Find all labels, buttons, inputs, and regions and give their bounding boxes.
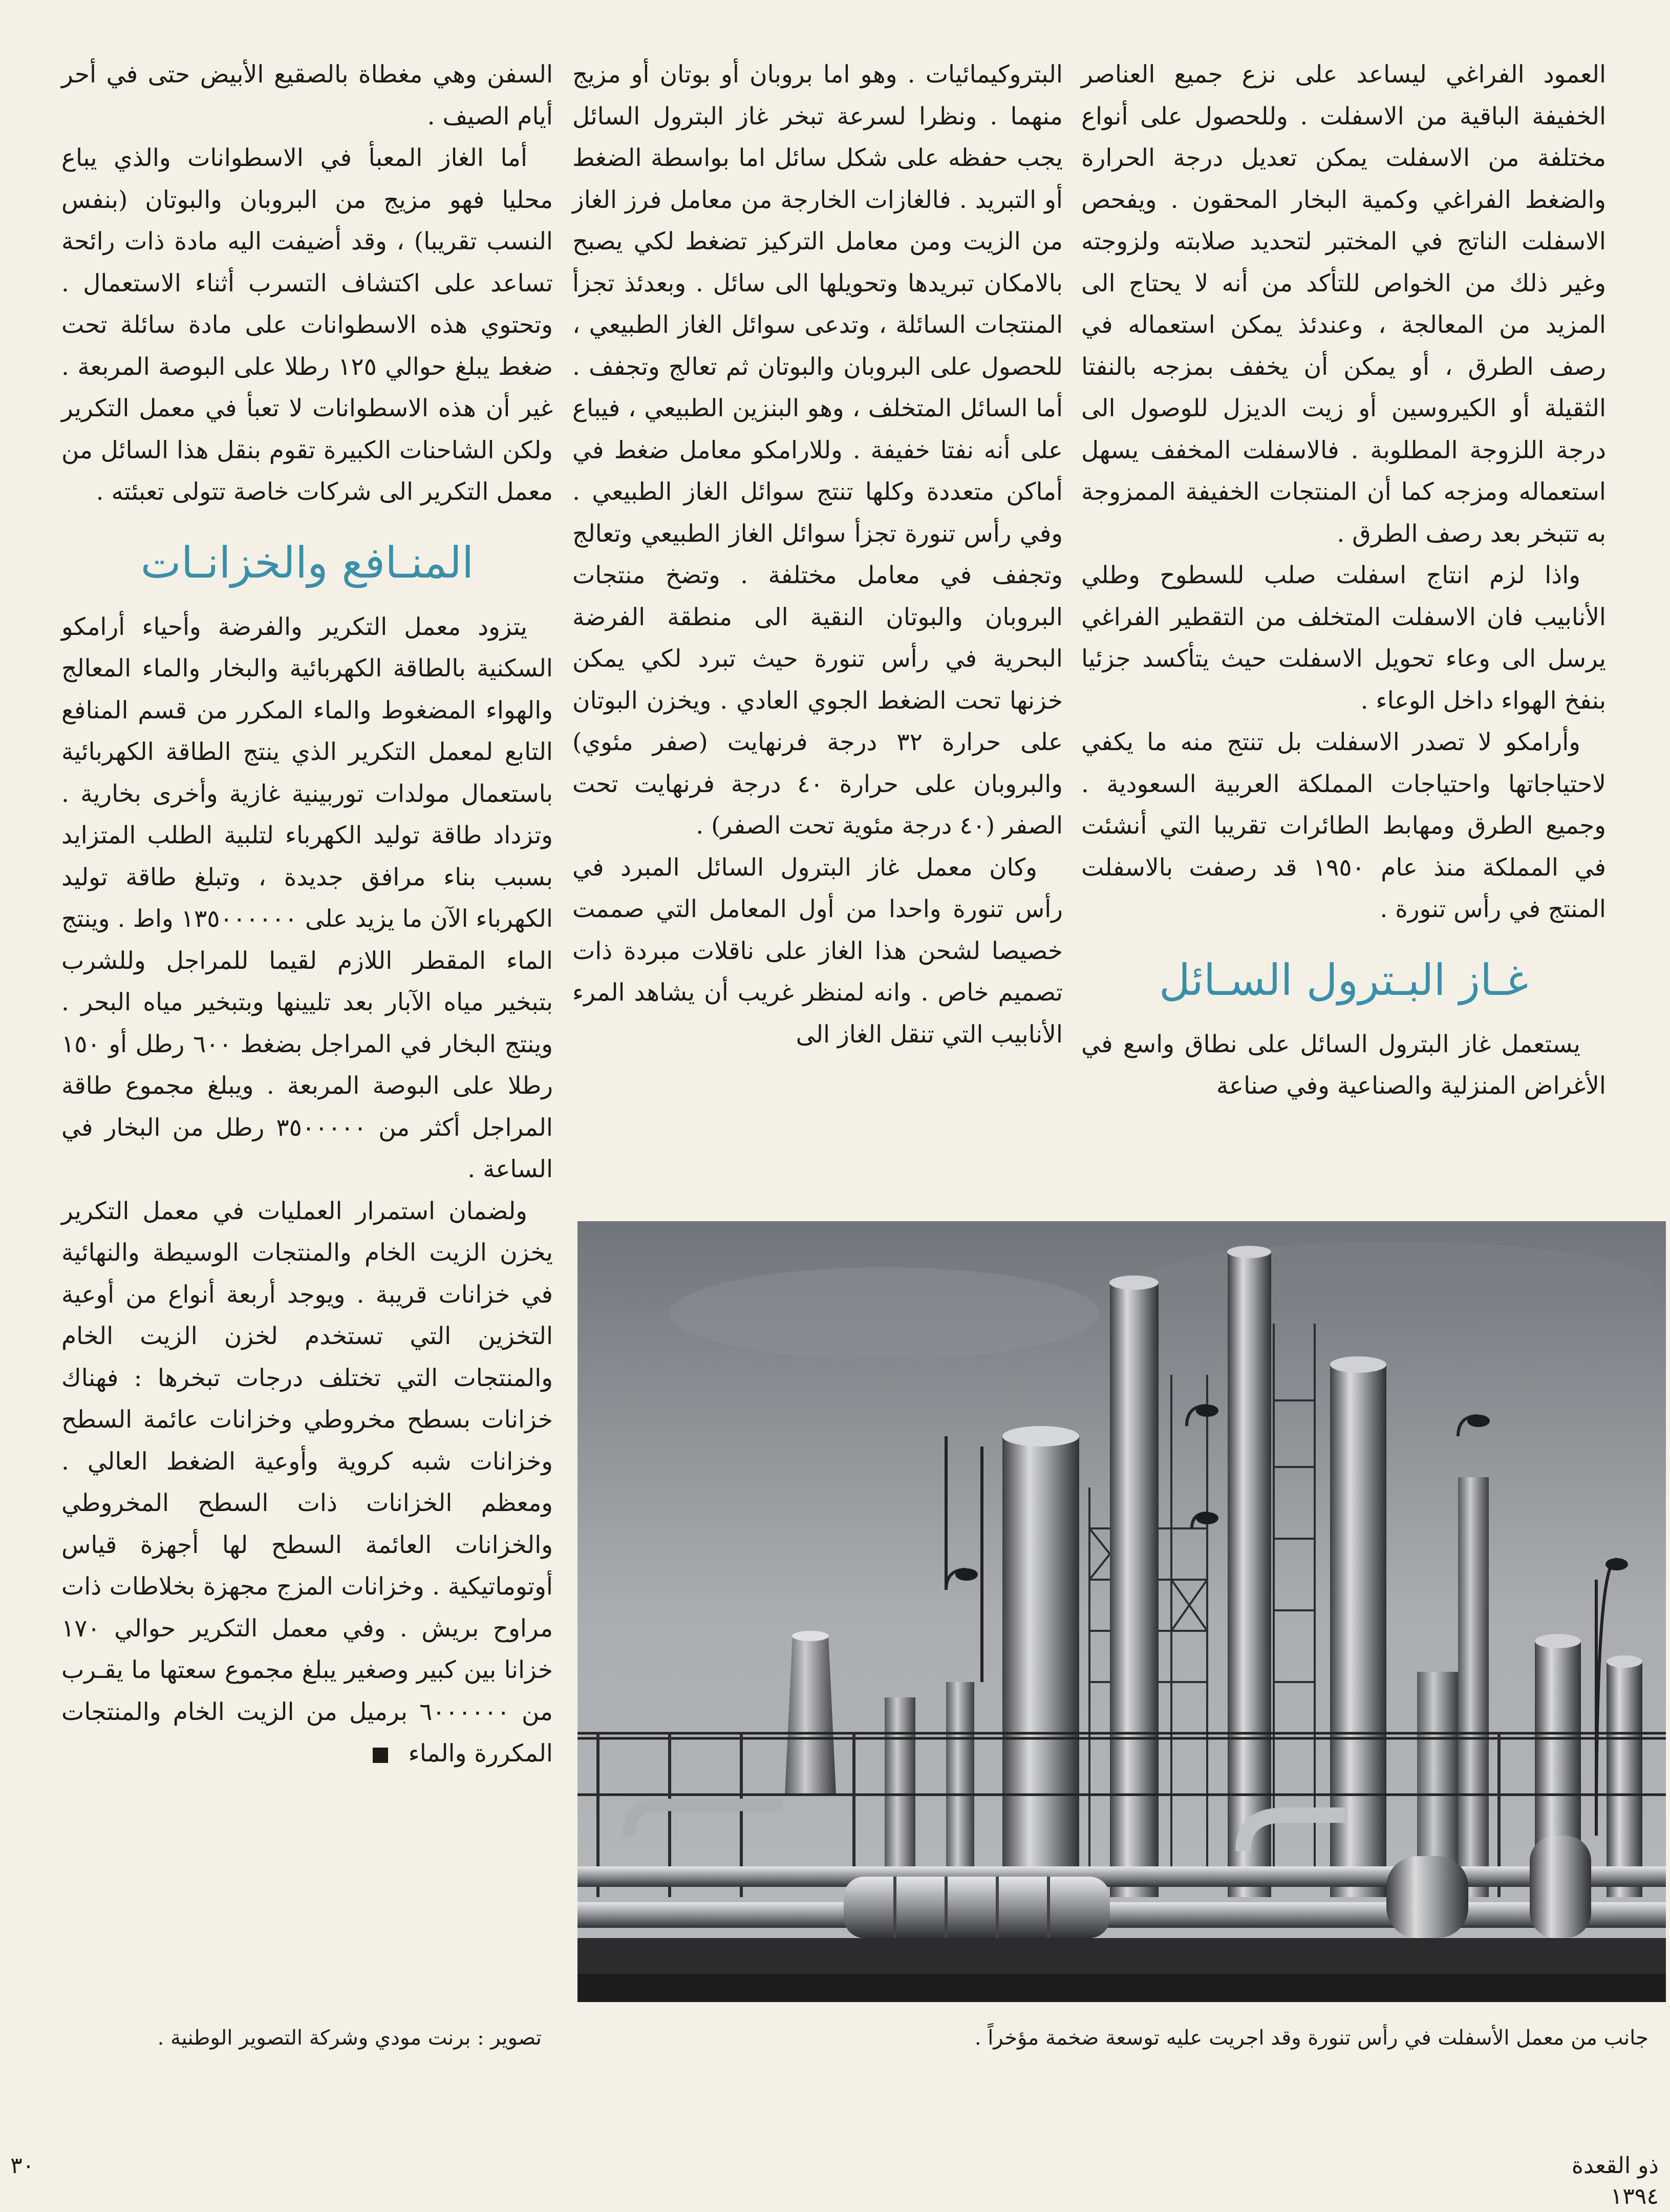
paragraph: أما الغاز المعبأ في الاسطوانات والذي يباع محليا فهو مزيج من البروبان والبوتان (بنفس النسب تقريبا) ، وقد أضيفت اليه مادة ذات رائحة تساعد على اكتشاف التسرب أثناء الاستعمال . وتحتوي هذه الاسطوانات على مادة سائلة تحت ضغط يبلغ حوالي ١٢٥ رطلا على البوصة المربعة . غير أن هذه الاسطوانات لا تعبأ في معمل التكرير ولكن الشاحنات الكبيرة تقوم بنقل هذا السائل من معمل التكرير الى شركات خاصة تتولى تعبئته . (61, 144, 553, 506)
paragraph: السفن وهي مغطاة بالصقيع الأبيض حتى في أحر أيام الصيف . (61, 60, 553, 131)
paragraph: يستعمل غاز البترول السائل على نطاق واسع في الأغراض المنزلية والصناعية وفي صناعة (1081, 1030, 1606, 1100)
section-heading-utilities: المنـافع والخزانـات (140, 537, 474, 588)
column-left (61, 54, 553, 1775)
paragraph: يتزود معمل التكرير والفرضة وأحياء أرامكو السكنية بالطاقة الكهربائية والبخار والماء المعالج والهواء المضغوط والماء المكرر من قسم المنافع التابع لمعمل التكرير الذي ينتج الطاقة الكهربائية باستعمال مولدات توربينية غازية وأخرى بخارية . وتزداد طاقة توليد الكهرباء لتلبية الطلب المتزايد بسبب بناء مرافق جديدة ، وتبلغ طاقة توليد الكهرباء الآن ما يزيد على ١٣٥٠٠٠٠٠٠ واط . وينتج الماء المقطر اللازم لقيما للمراجل وللشرب بتبخير مياه الآبار بعد تليينها وبتبخير مياه البحر . وينتج البخار في المراجل بضغط ٦٠٠ رطل أو ١٥٠ رطلا على البوصة المربعة . ويبلغ مجموع طاقة المراجل أكثر من ٣٥٠٠٠٠٠ رطل من البخار في الساعة . (61, 612, 553, 1183)
paragraph (61, 1190, 553, 1775)
issue-date: ذو القعدة ١٣٩٤ (1571, 2153, 1659, 2209)
photo-credit: تصوير : برنت مودي وشركة التصوير الوطنية . (157, 2026, 542, 2050)
paragraph: واذا لزم انتاج اسفلت صلب للسطوح وطلي الأنابيب فان الاسفلت المتخلف من التقطير الفراغي يرسل الى وعاء تحويل الاسفلت حيث يتأكسد جزئيا بنفخ الهواء داخل الوعاء . (1081, 561, 1606, 715)
column-right (1081, 54, 1606, 1107)
end-mark-icon (373, 1748, 388, 1763)
refinery-photo (577, 1221, 1666, 2002)
paragraph-text: ولضمان استمرار العمليات في معمل التكرير يخزن الزيت الخام والمنتجات الوسيطة والنهائية في خزانات قريبة . ويوجد أربعة أنواع من أوعية التخزين التي تستخدم لخزن الزيت الخام والمنتجات التي تختلف درجات تبخرها : فهناك خزانات بسطح مخروطي وخزانات عائمة السطح وخزانات شبه كروية وأوعية الضغط العالي . ومعظم الخزانات ذات السطح المخروطي والخزانات العائمة السطح لها أجهزة قياس أوتوماتيكية . وخزانات المزج مجهزة بخلاطات ذات مراوح بريش . وفي معمل التكرير حوالي ١٧٠ خزانا بين كبير وصغير يبلغ مجموع سعتها ما يقـرب من ٦٠٠٠٠٠٠ برميل من الزيت الخام والمنتجات المكررة والماء (61, 1197, 553, 1768)
paragraph: وأرامكو لا تصدر الاسفلت بل تنتج منه ما يكفي لاحتياجاتها واحتياجات المملكة العربية السعودية . وجميع الطرق ومهابط الطائرات تقريبا التي أنشئت في المملكة منذ عام ١٩٥٠ قد رصفت بالاسفلت المنتج في رأس تنورة . (1081, 728, 1606, 923)
paragraph: البتروكيمائيات . وهو اما بروبان أو بوتان أو مزيج منهما . ونظرا لسرعة تبخر غاز البترول السائل يجب حفظه على شكل سائل اما بواسطة الضغط أو التبريد . فالغازات الخارجة من معامل فرز الغاز من الزيت ومن معامل التركيز تضغط لكي يصبح بالامكان تبريدها وتحويلها الى سائل . وبعدئذ تجزأ المنتجات السائلة ، وتدعى سوائل الغاز الطبيعي ، للحصول على البروبان والبوتان ثم تعالج وتجفف . أما السائل المتخلف ، وهو البنزين الطبيعي ، فيباع على أنه نفتا خفيفة . وللارامكو معامل ضغط في أماكن متعددة وكلها تنتج سوائل الغاز الطبيعي . وفي رأس تنورة تجزأ سوائل الغاز الطبيعي وتعالج وتجفف في معامل مختلفة . وتضخ منتجات البروبان والبوتان النقية الى منطقة الفرضة البحرية في رأس تنورة حيث تبرد لكي يمكن خزنها تحت الضغط الجوي العادي . ويخزن البوتان على حرارة ٣٢ درجة فرنهايت (صفر مئوي) والبروبان على حرارة ٤٠ درجة فرنهايت تحت الصفر (٤٠ درجة مئوية تحت الصفر) . (572, 60, 1063, 840)
paragraph: وكان معمل غاز البترول السائل المبرد في رأس تنورة واحدا من أول المعامل التي صممت خصيصا لشحن هذا الغاز على ناقلات مبردة ذات تصميم خاص . وانه لمنظر غريب أن يشاهد المرء الأنابيب التي تنقل الغاز الى (572, 853, 1063, 1049)
paragraph: العمود الفراغي ليساعد على نزع جميع العناصر الخفيفة الباقية من الاسفلت . وللحصول على أنواع مختلفة من الاسفلت يمكن تعديل درجة الحرارة والضغط الفراغي وكمية البخار المحقون . ويفحص الاسفلت الناتج في المختبر لتحديد صلابته ولزوجته وغير ذلك من الخواص للتأكد من أنه لا يحتاج الى المزيد من المعالجة ، وعندئذ يمكن استعماله في رصف الطرق ، أو يمكن أن يخفف بمزجه بالنفتا الثقيلة أو الكيروسين أو زيت الديزل للوصول الى درجة اللزوجة المطلوبة . فالاسفلت المخفف يسهل استعماله ومزجه كما أن المنتجات الخفيفة الممزوجة به تتبخر بعد رصف الطرق . (1081, 60, 1606, 548)
section-heading-lpg: غـاز البـترول السـائل (1159, 954, 1529, 1005)
photo-caption: جانب من معمل الأسفلت في رأس تنورة وقد اجريت عليه توسعة ضخمة مؤخراً . (974, 2026, 1648, 2050)
page-number: ٣٠ (10, 2153, 35, 2179)
column-middle (572, 54, 1063, 1055)
